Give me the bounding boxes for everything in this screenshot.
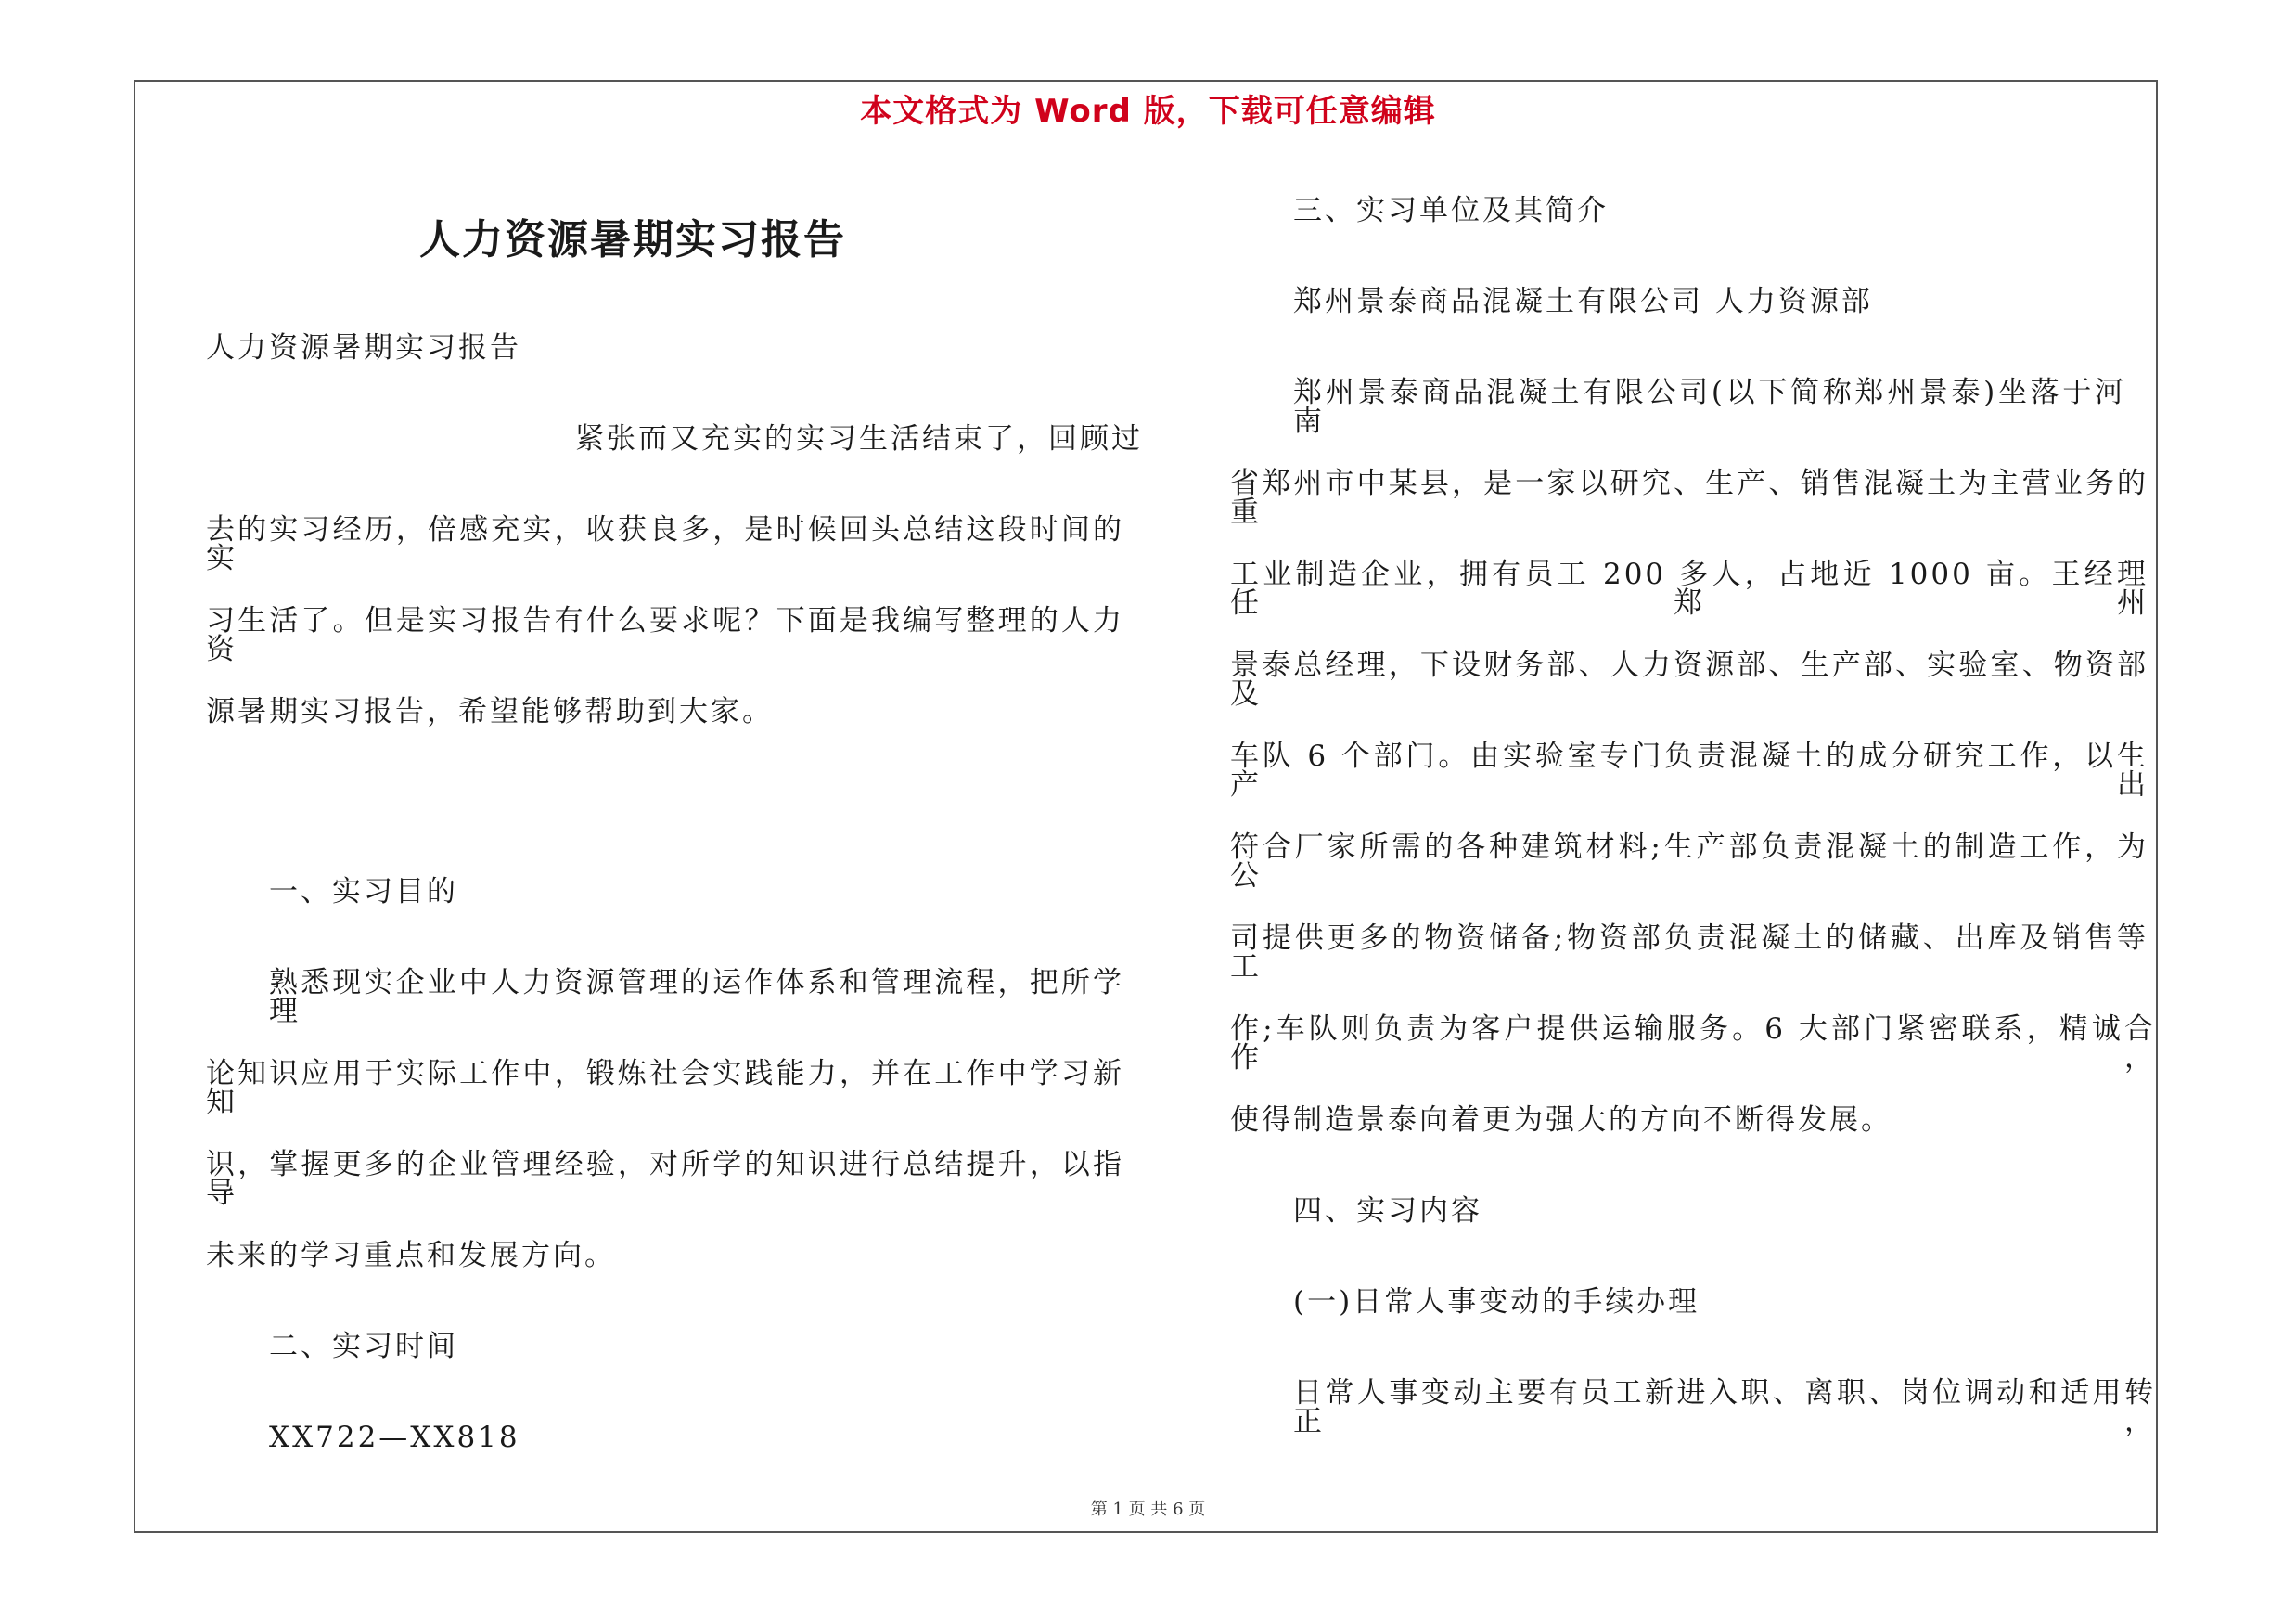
paragraph-line: 郑州景泰商品混凝土有限公司(以下简称郑州景泰)坐落于河南: [1293, 376, 2126, 438]
paragraph-line: 未来的学习重点和发展方向。: [206, 1239, 616, 1272]
paragraph-line: 郑州景泰商品混凝土有限公司 人力资源部: [1293, 285, 1873, 318]
paragraph-line: 使得制造景泰向着更为强大的方向不断得发展。: [1230, 1103, 1892, 1137]
document-title: 人力资源暑期实习报告: [419, 216, 846, 264]
subtitle-line: 人力资源暑期实习报告: [206, 331, 521, 365]
paragraph-line: 源暑期实习报告，希望能够帮助到大家。: [206, 695, 774, 728]
paragraph-line: 熟悉现实企业中人力资源管理的运作体系和管理流程，把所学理: [269, 966, 1124, 1028]
section-heading: 三、实习单位及其简介: [1293, 194, 1609, 227]
paragraph-line: 论知识应用于实际工作中，锻炼社会实践能力，并在工作中学习新知: [206, 1057, 1124, 1119]
paragraph-line: 紧张而又充实的实习生活结束了，回顾过: [575, 422, 1143, 456]
paragraph-line: 去的实习经历，倍感充实，收获良多，是时候回头总结这段时间的实: [206, 513, 1124, 575]
section-heading: 一、实习目的: [269, 875, 458, 908]
paragraph-line: 省郑州市中某县，是一家以研究、生产、销售混凝土为主营业务的重: [1230, 467, 2148, 529]
date-range: XX722—XX818: [269, 1421, 520, 1454]
format-banner: 本文格式为 Word 版，下载可任意编辑: [860, 93, 1436, 130]
paragraph-line: 工业制造企业，拥有员工 200 多人，占地近 1000 亩。王经理任郑州: [1230, 558, 2148, 620]
section-heading: 二、实习时间: [269, 1330, 458, 1363]
paragraph-line: 符合厂家所需的各种建筑材料;生产部负责混凝土的制造工作，为公: [1230, 831, 2148, 893]
paragraph-line: 识，掌握更多的企业管理经验，对所学的知识进行总结提升，以指导: [206, 1148, 1124, 1210]
paragraph-line: 习生活了。但是实习报告有什么要求呢？下面是我编写整理的人力资: [206, 604, 1124, 666]
paragraph-line: 景泰总经理，下设财务部、人力资源部、生产部、实验室、物资部及: [1230, 649, 2148, 711]
paragraph-line: 日常人事变动主要有员工新进入职、离职、岗位调动和适用转正，: [1293, 1376, 2156, 1438]
page-number: 第 1 页 共 6 页: [1090, 1500, 1206, 1519]
paragraph-line: 作;车队则负责为客户提供运输服务。6 大部门紧密联系，精诚合作，: [1230, 1012, 2156, 1075]
paragraph-line: 车队 6 个部门。由实验室专门负责混凝土的成分研究工作，以生产出: [1230, 740, 2148, 802]
section-heading: 四、实习内容: [1293, 1194, 1482, 1228]
subsection-heading: (一)日常人事变动的手续办理: [1293, 1285, 1700, 1319]
paragraph-line: 司提供更多的物资储备;物资部负责混凝土的储藏、出库及销售等工: [1230, 921, 2148, 984]
